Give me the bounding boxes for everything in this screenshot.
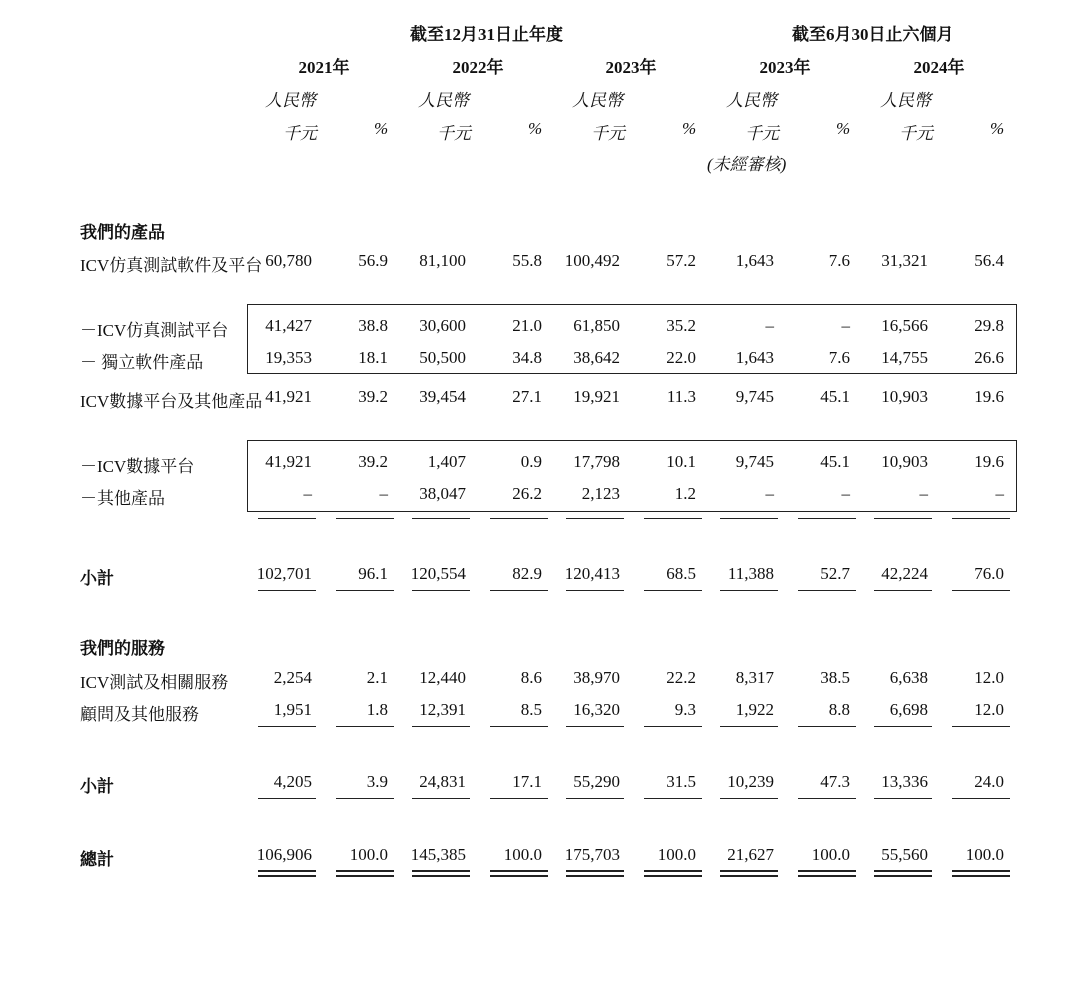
column-underline [412, 518, 470, 519]
amount-cell: 10,903 [881, 452, 928, 471]
amount-cell: 41,427 [265, 316, 312, 335]
percent-cell: 100.0 [503, 845, 542, 864]
amount-cell: 102,701 [256, 564, 312, 583]
unit-header: 千元 [283, 124, 317, 143]
percent-cell: 19.6 [974, 387, 1004, 406]
column-underline [490, 726, 548, 727]
column-underline [566, 726, 624, 727]
percent-cell: 68.5 [666, 564, 696, 583]
percent-cell: 22.2 [666, 668, 696, 687]
row-label: 顧問及其他服務 [80, 705, 199, 724]
column-underline [412, 726, 470, 727]
amount-cell: 17,798 [573, 452, 620, 471]
amount-cell: – [765, 316, 774, 335]
column-underline [258, 590, 316, 591]
amount-cell: 16,320 [573, 700, 620, 719]
percent-cell: 1.2 [674, 484, 696, 503]
year-header: 2023年 [605, 58, 657, 77]
column-underline [874, 726, 932, 727]
column-underline [412, 590, 470, 591]
amount-cell: 8,317 [735, 668, 774, 687]
column-underline [644, 726, 702, 727]
amount-cell: 31,321 [881, 251, 928, 270]
percent-cell: 47.3 [820, 772, 850, 791]
column-underline [258, 798, 316, 799]
percent-cell: 100.0 [349, 845, 388, 864]
amount-cell: 38,642 [573, 348, 620, 367]
amount-cell: 41,921 [265, 387, 312, 406]
percent-cell: 38.8 [358, 316, 388, 335]
amount-cell: 60,780 [265, 251, 312, 270]
amount-cell: 55,290 [573, 772, 620, 791]
amount-cell: 19,921 [573, 387, 620, 406]
column-double-underline [336, 870, 394, 872]
column-underline [798, 726, 856, 727]
percent-cell: 34.8 [512, 348, 542, 367]
pct-header: % [990, 119, 1005, 138]
percent-cell: 39.2 [358, 452, 388, 471]
year-header: 2024年 [913, 58, 965, 77]
column-underline [490, 798, 548, 799]
section-title-services: 我們的服務 [80, 639, 165, 658]
column-double-underline [644, 875, 702, 877]
column-underline [412, 798, 470, 799]
unit-header: 千元 [899, 124, 933, 143]
amount-cell: 1,951 [273, 700, 312, 719]
amount-cell: 16,566 [881, 316, 928, 335]
amount-cell: 13,336 [881, 772, 928, 791]
column-double-underline [874, 875, 932, 877]
amount-cell: 2,254 [273, 668, 312, 687]
percent-cell: – [841, 484, 850, 503]
percent-cell: 7.6 [828, 348, 850, 367]
column-underline [566, 518, 624, 519]
column-underline [336, 518, 394, 519]
percent-cell: 55.8 [512, 251, 542, 270]
percent-cell: 22.0 [666, 348, 696, 367]
amount-cell: – [919, 484, 928, 503]
amount-cell: 30,600 [419, 316, 466, 335]
percent-cell: 26.6 [974, 348, 1004, 367]
percent-cell: 3.9 [366, 772, 388, 791]
unaudited-note: (未經審核) [707, 155, 787, 174]
amount-cell: 19,353 [265, 348, 312, 367]
percent-cell: 27.1 [512, 387, 542, 406]
column-underline [720, 726, 778, 727]
amount-cell: 12,391 [419, 700, 466, 719]
column-underline [490, 518, 548, 519]
column-double-underline [798, 875, 856, 877]
column-double-underline [720, 875, 778, 877]
amount-cell: 38,970 [573, 668, 620, 687]
pct-header: % [682, 119, 697, 138]
percent-cell: – [841, 316, 850, 335]
column-double-underline [566, 870, 624, 872]
percent-cell: 39.2 [358, 387, 388, 406]
percent-cell: 56.9 [358, 251, 388, 270]
row-label: ICV仿真測試軟件及平台 [80, 256, 263, 275]
row-label: 小計 [80, 569, 114, 588]
pct-header: % [836, 119, 851, 138]
year-header: 2022年 [452, 58, 504, 77]
percent-cell: 96.1 [358, 564, 388, 583]
unit-header: 千元 [591, 124, 625, 143]
column-underline [336, 798, 394, 799]
column-double-underline [258, 870, 316, 872]
amount-cell: 6,698 [889, 700, 928, 719]
column-underline [874, 798, 932, 799]
column-double-underline [412, 870, 470, 872]
percent-cell: 56.4 [974, 251, 1004, 270]
amount-cell: 42,224 [881, 564, 928, 583]
column-underline [720, 518, 778, 519]
amount-cell: 55,560 [881, 845, 928, 864]
pct-header: % [528, 119, 543, 138]
percent-cell: 1.8 [366, 700, 388, 719]
percent-cell: 35.2 [666, 316, 696, 335]
column-underline [874, 518, 932, 519]
row-label: －ICV仿真測試平台 [80, 321, 229, 340]
column-underline [336, 726, 394, 727]
row-label: －其他產品 [80, 489, 165, 508]
percent-cell: 12.0 [974, 668, 1004, 687]
column-underline [490, 590, 548, 591]
amount-cell: 120,554 [410, 564, 466, 583]
column-underline [874, 590, 932, 591]
column-underline [258, 518, 316, 519]
percent-cell: 12.0 [974, 700, 1004, 719]
percent-cell: 11.3 [666, 387, 696, 406]
amount-cell: 175,703 [564, 845, 620, 864]
column-underline [798, 590, 856, 591]
percent-cell: 8.8 [828, 700, 850, 719]
amount-cell: – [765, 484, 774, 503]
amount-cell: 120,413 [564, 564, 620, 583]
row-label: －ICV數據平台 [80, 457, 195, 476]
column-double-underline [952, 875, 1010, 877]
percent-cell: 100.0 [965, 845, 1004, 864]
column-underline [644, 590, 702, 591]
amount-cell: 41,921 [265, 452, 312, 471]
amount-cell: 145,385 [410, 845, 466, 864]
year-header: 2021年 [298, 58, 350, 77]
amount-cell: 1,643 [735, 251, 774, 270]
column-double-underline [644, 870, 702, 872]
pct-header: % [374, 119, 389, 138]
percent-cell: 0.9 [520, 452, 542, 471]
amount-cell: 6,638 [889, 668, 928, 687]
column-double-underline [490, 870, 548, 872]
column-underline [644, 518, 702, 519]
currency-header: 人民幣 [726, 91, 777, 110]
percent-cell: 57.2 [666, 251, 696, 270]
amount-cell: 100,492 [564, 251, 620, 270]
column-double-underline [258, 875, 316, 877]
currency-header: 人民幣 [265, 91, 316, 110]
amount-cell: 21,627 [727, 845, 774, 864]
column-double-underline [412, 875, 470, 877]
amount-cell: 10,903 [881, 387, 928, 406]
amount-cell: 61,850 [573, 316, 620, 335]
percent-cell: 7.6 [828, 251, 850, 270]
amount-cell: 106,906 [256, 845, 312, 864]
percent-cell: 9.3 [674, 700, 696, 719]
amount-cell: 11,388 [727, 564, 774, 583]
column-double-underline [952, 870, 1010, 872]
column-double-underline [874, 870, 932, 872]
column-underline [952, 590, 1010, 591]
percent-cell: 29.8 [974, 316, 1004, 335]
column-underline [566, 590, 624, 591]
amount-cell: 39,454 [419, 387, 466, 406]
percent-cell: 52.7 [820, 564, 850, 583]
percent-cell: 10.1 [666, 452, 696, 471]
amount-cell: 38,047 [419, 484, 466, 503]
row-label: ICV測試及相關服務 [80, 673, 229, 692]
column-underline [952, 798, 1010, 799]
amount-cell: – [303, 484, 312, 503]
row-label: ICV數據平台及其他產品 [80, 392, 263, 411]
currency-header: 人民幣 [418, 91, 469, 110]
percent-cell: 31.5 [666, 772, 696, 791]
unit-header: 千元 [745, 124, 779, 143]
percent-cell: 45.1 [820, 452, 850, 471]
currency-header: 人民幣 [572, 91, 623, 110]
column-underline [720, 590, 778, 591]
section-title-products: 我們的產品 [80, 223, 165, 242]
percent-cell: 100.0 [657, 845, 696, 864]
percent-cell: 18.1 [358, 348, 388, 367]
amount-cell: 2,123 [581, 484, 620, 503]
column-double-underline [336, 875, 394, 877]
percent-cell: 38.5 [820, 668, 850, 687]
amount-cell: 50,500 [419, 348, 466, 367]
amount-cell: 10,239 [727, 772, 774, 791]
percent-cell: 100.0 [811, 845, 850, 864]
amount-cell: 14,755 [881, 348, 928, 367]
column-underline [798, 798, 856, 799]
percent-cell: – [379, 484, 388, 503]
percent-cell: 19.6 [974, 452, 1004, 471]
percent-cell: 8.5 [520, 700, 542, 719]
amount-cell: 1,922 [735, 700, 774, 719]
amount-cell: 4,205 [273, 772, 312, 791]
column-double-underline [566, 875, 624, 877]
percent-cell: 2.1 [366, 668, 388, 687]
amount-cell: 12,440 [419, 668, 466, 687]
amount-cell: 1,643 [735, 348, 774, 367]
percent-cell: 76.0 [974, 564, 1004, 583]
column-underline [720, 798, 778, 799]
unit-header: 千元 [437, 124, 471, 143]
column-underline [258, 726, 316, 727]
amount-cell: 9,745 [735, 387, 774, 406]
row-label: 總計 [80, 850, 114, 869]
percent-cell: 45.1 [820, 387, 850, 406]
column-underline [952, 518, 1010, 519]
percent-cell: 24.0 [974, 772, 1004, 791]
amount-cell: 1,407 [427, 452, 466, 471]
year-header: 2023年 [759, 58, 811, 77]
row-label: － 獨立軟件產品 [80, 353, 204, 372]
amount-cell: 81,100 [419, 251, 466, 270]
period-6m-header: 截至6月30日止六個月 [792, 25, 954, 44]
percent-cell: 82.9 [512, 564, 542, 583]
percent-cell: 17.1 [512, 772, 542, 791]
percent-cell: 26.2 [512, 484, 542, 503]
column-underline [644, 798, 702, 799]
column-double-underline [490, 875, 548, 877]
amount-cell: 24,831 [419, 772, 466, 791]
percent-cell: – [995, 484, 1004, 503]
period-fy-header: 截至12月31日止年度 [410, 25, 563, 44]
amount-cell: 9,745 [735, 452, 774, 471]
percent-cell: 21.0 [512, 316, 542, 335]
column-underline [798, 518, 856, 519]
row-label: 小計 [80, 777, 114, 796]
column-double-underline [798, 870, 856, 872]
column-double-underline [720, 870, 778, 872]
column-underline [952, 726, 1010, 727]
column-underline [566, 798, 624, 799]
column-underline [336, 590, 394, 591]
percent-cell: 8.6 [520, 668, 542, 687]
currency-header: 人民幣 [880, 91, 931, 110]
